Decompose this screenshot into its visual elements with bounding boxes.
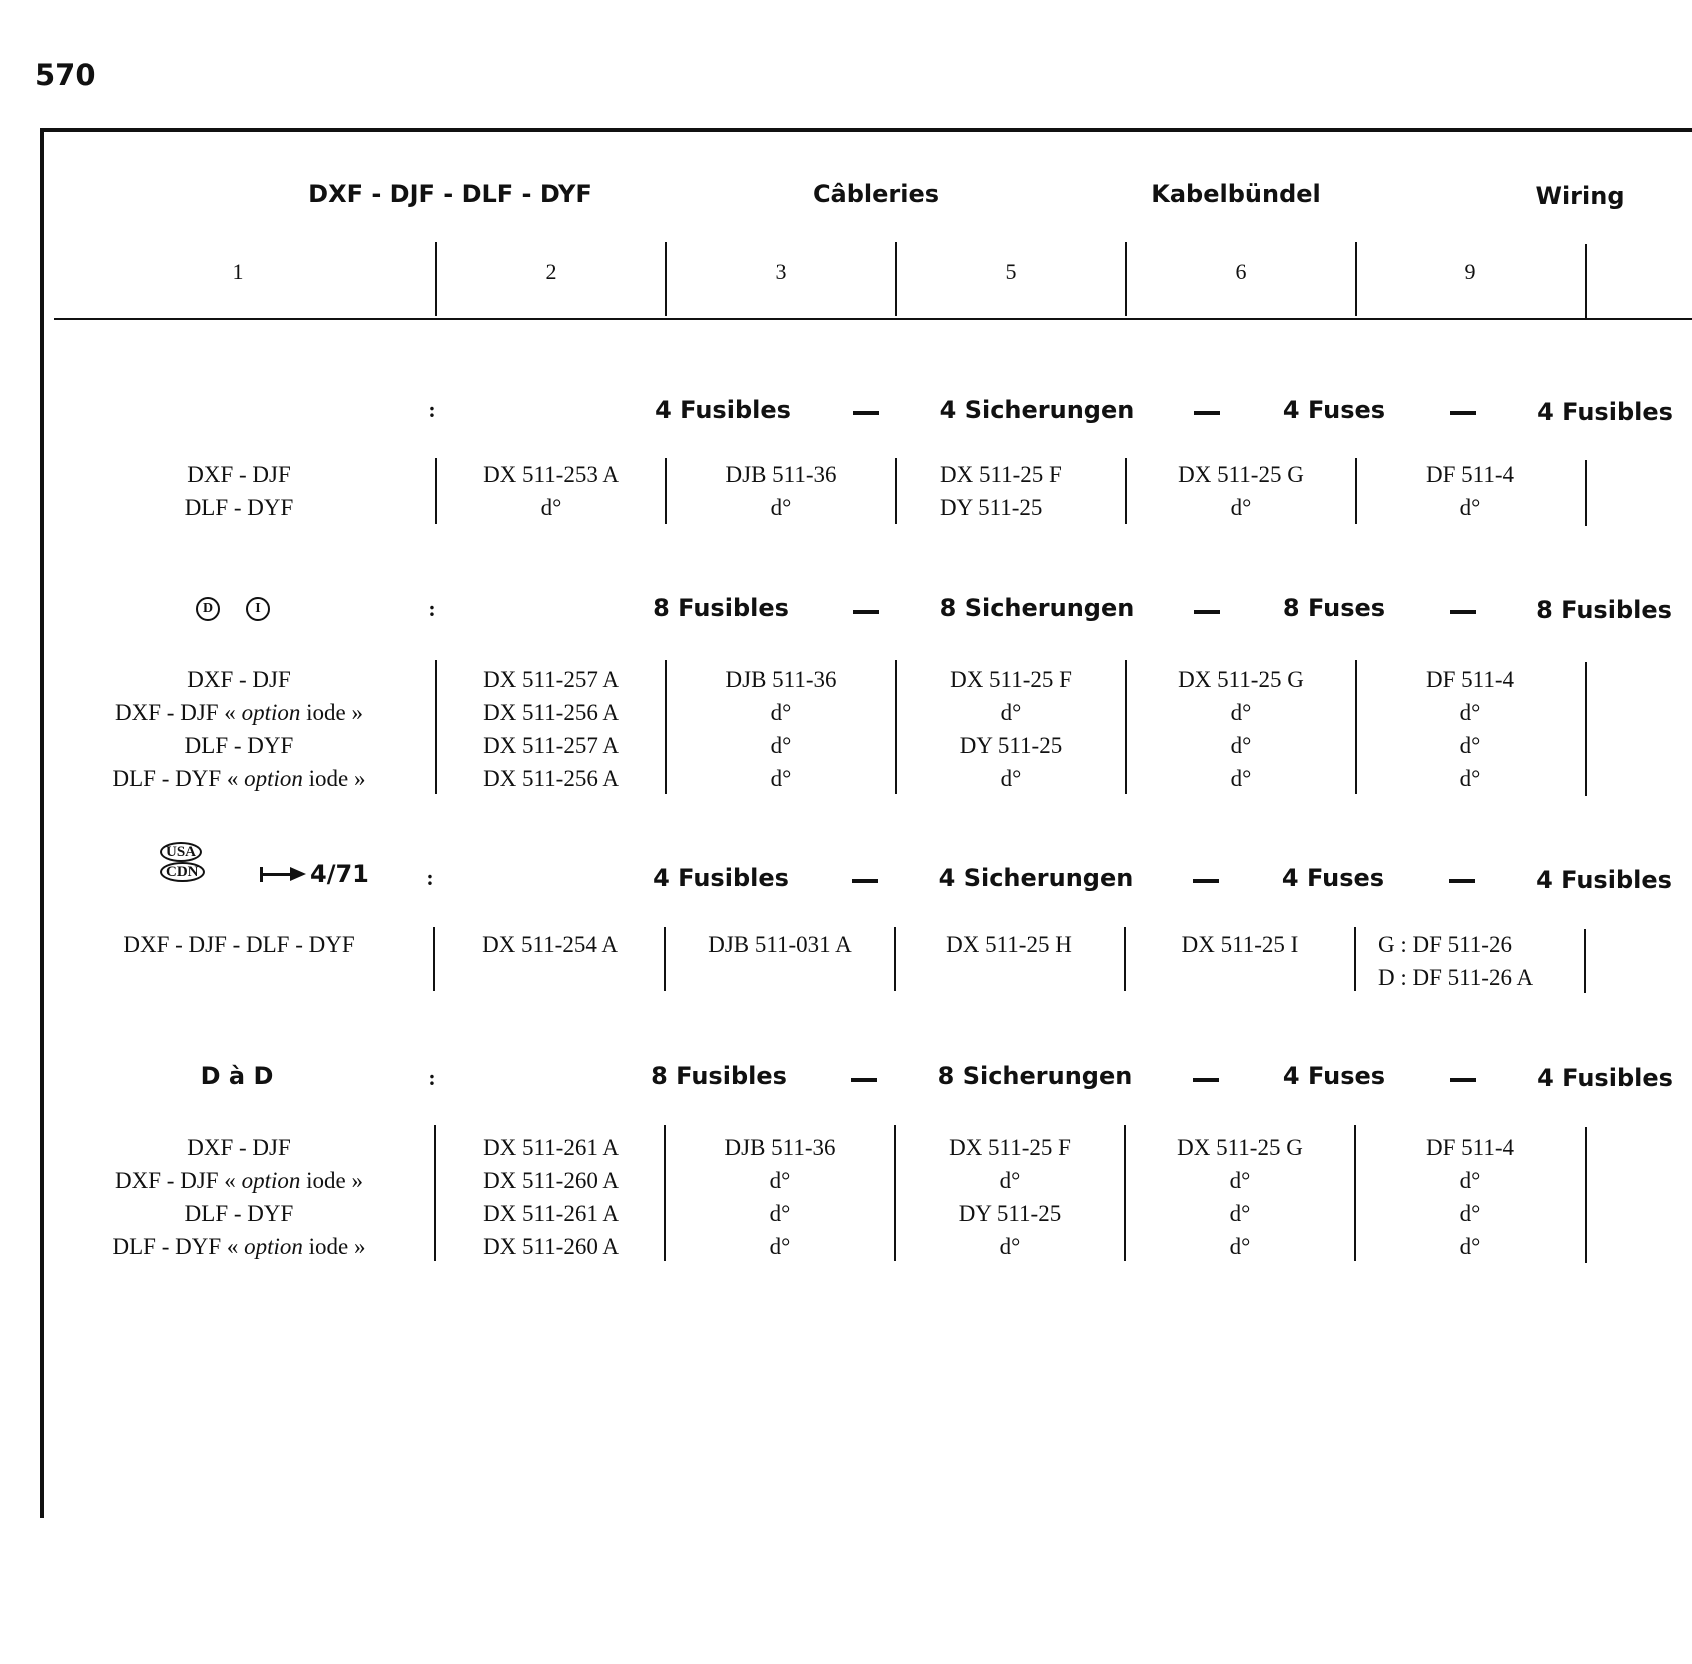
column-separator [1125,242,1127,316]
part-number-column-5: DX 511-25 F d° DY 511-25 d° [950,667,1072,791]
fuse-count-spanish: 8 Fusibles [1536,596,1672,624]
model-list [123,928,354,961]
column-separator [894,927,896,991]
page-number: 570 [35,58,96,92]
dash-separator [851,1078,877,1082]
dash-separator [1194,411,1220,415]
part-number-column-2: DX 511-254 A [482,932,618,957]
part-number-column-6: DX 511-25 G d° d° d° [1177,1135,1303,1259]
part-number-column-6: DX 511-25 G d° [1178,462,1304,520]
part-number-column-3: DJB 511-36 d° d° d° [724,1135,836,1259]
section-colon: : [428,596,436,621]
column-separator [665,242,667,316]
column-separator [1585,1127,1587,1263]
fuse-count-german: 8 Sicherungen [939,594,1135,622]
fuse-count-french: 4 Fusibles [653,864,789,892]
column-separator [895,242,897,316]
title-models: DXF - DJF - DLF - DYF [308,180,592,208]
model-row: DLF - DYF [184,495,294,520]
column-separator [1585,460,1587,526]
model-row: DLF - DYF « option iode » [112,1234,366,1259]
column-separator [1125,660,1127,794]
fuse-count-english: 4 Fuses [1281,864,1385,892]
part-number-column-5: DX 511-25 F DY 511-25 [940,462,1062,520]
country-badge-cdn: CDN [160,862,205,882]
column-number: 6 [1235,259,1247,284]
fuse-count-german: 8 Sicherungen [937,1062,1133,1090]
column-separator [435,242,437,316]
fuse-count-german: 4 Sicherungen [939,396,1135,424]
part-number-column-5: DX 511-25 H [946,932,1072,957]
fuse-count-english: 4 Fuses [1282,1062,1386,1090]
column-separator [1584,929,1586,993]
model-row: DXF - DJF [187,1135,291,1160]
model-row: DLF - DYF [184,733,294,758]
column-separator [1124,927,1126,991]
part-number-column-6: DX 511-25 I [1181,932,1299,957]
section-label: D à D [200,1062,274,1090]
column-separator [894,1125,896,1261]
model-row: DXF - DJF [187,462,291,487]
part-number-column-9: DF 511-4 d° d° d° [1426,667,1514,791]
dash-separator [1450,1078,1476,1082]
section-colon: : [426,865,434,890]
column-separator [434,1125,436,1261]
column-separator [665,458,667,524]
model-list [112,663,365,795]
model-row: DXF - DJF [187,667,291,692]
title-english: Wiring [1535,182,1625,210]
frame-left-rule [40,128,44,1518]
part-number-column-9: DF 511-4 d° d° d° [1426,1135,1514,1259]
model-row: DXF - DJF « option iode » [115,700,363,725]
fuse-count-french: 8 Fusibles [653,594,789,622]
title-german: Kabelbündel [1151,180,1321,208]
column-separator [435,458,437,524]
column-number: 1 [232,259,244,284]
section-colon: : [428,397,436,422]
column-number: 5 [1005,259,1017,284]
country-badge-d: D [196,597,220,621]
model-row: DLF - DYF « option iode » [112,766,366,791]
column-separator [1354,1125,1356,1261]
column-number: 3 [775,259,787,284]
column-separator [664,1125,666,1261]
section-colon: : [428,1065,436,1090]
dash-separator [853,411,879,415]
fuse-count-spanish: 4 Fusibles [1536,866,1672,894]
column-separator [1355,458,1357,524]
dash-separator [852,879,878,883]
model-list [185,458,294,524]
part-number-column-3: DJB 511-031 A [708,932,852,957]
model-row: DLF - DYF [184,1201,294,1226]
column-number: 9 [1464,259,1476,284]
dash-separator [1450,411,1476,415]
part-number-column-2: DX 511-261 A DX 511-260 A DX 511-261 A DX 511-260 A [483,1135,619,1259]
column-separator [664,927,666,991]
column-separator [1125,458,1127,524]
title-french: Câbleries [812,180,940,208]
column-separator [435,660,437,794]
part-number-column-5: DX 511-25 F d° DY 511-25 d° [949,1135,1071,1259]
column-separator [1355,242,1357,316]
part-number-column-6: DX 511-25 G d° d° d° [1178,667,1304,791]
part-number-column-9: G : DF 511-26 D : DF 511-26 A [1378,932,1534,990]
effective-date-label: 4/71 [310,860,369,888]
fuse-count-spanish: 4 Fusibles [1537,398,1673,426]
frame-top-rule [40,128,1692,132]
column-separator [895,660,897,794]
country-badges [196,597,270,621]
dash-separator [1193,1078,1219,1082]
effective-date [260,860,369,888]
dash-separator [1193,879,1219,883]
part-number-column-9: DF 511-4 d° [1426,462,1514,520]
model-list [112,1131,365,1263]
column-separator [1124,1125,1126,1261]
column-separator [895,458,897,524]
part-number-column-3: DJB 511-36 d° [725,462,837,520]
column-number: 2 [545,259,557,284]
header-rule [54,318,1692,320]
country-badge-i: I [246,597,270,621]
part-number-column-2: DX 511-253 A d° [483,462,619,520]
arrow-right-icon [260,867,306,881]
column-separator [433,927,435,991]
dash-separator [853,610,879,614]
fuse-count-spanish: 4 Fusibles [1537,1064,1673,1092]
column-separator [1585,244,1587,318]
model-row: DXF - DJF - DLF - DYF [123,932,355,957]
column-separator [1355,660,1357,794]
country-badges [160,842,205,882]
fuse-count-english: 8 Fuses [1282,594,1386,622]
column-separator [1585,662,1587,796]
part-number-column-2: DX 511-257 A DX 511-256 A DX 511-257 A DX 511-256 A [483,667,619,791]
column-separator [665,660,667,794]
dash-separator [1449,879,1475,883]
fuse-count-english: 4 Fuses [1282,396,1386,424]
model-row: DXF - DJF « option iode » [115,1168,363,1193]
fuse-count-french: 4 Fusibles [655,396,791,424]
fuse-count-german: 4 Sicherungen [938,864,1134,892]
column-separator [1354,927,1356,991]
part-number-column-3: DJB 511-36 d° d° d° [725,667,837,791]
country-badge-usa: USA [160,842,202,862]
fuse-count-french: 8 Fusibles [651,1062,787,1090]
dash-separator [1194,610,1220,614]
dash-separator [1450,610,1476,614]
